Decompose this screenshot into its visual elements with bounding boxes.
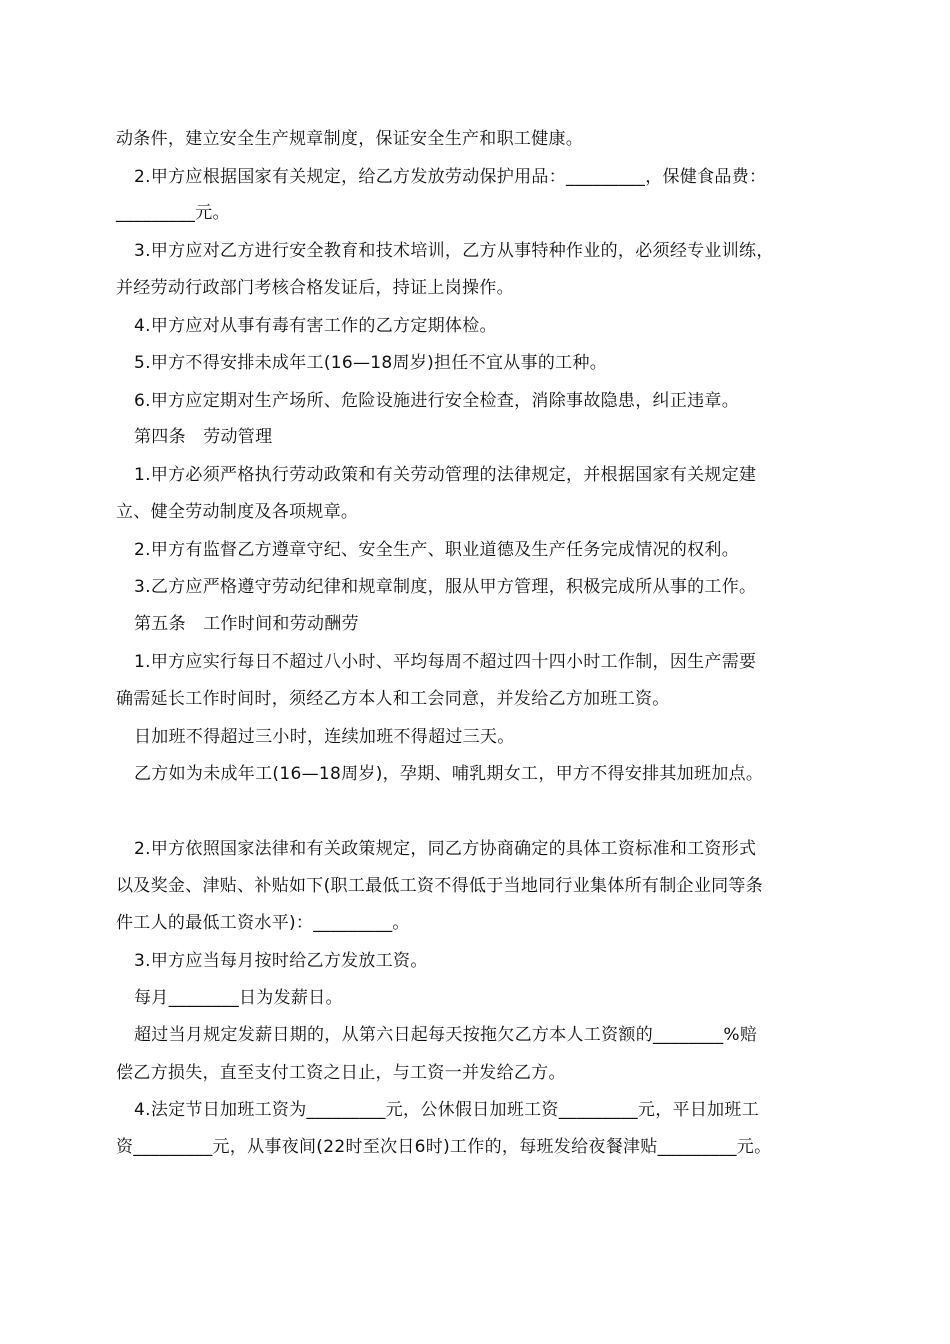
- paragraph-line: 2.甲方应根据国家有关规定，给乙方发放劳动保护用品：_________，保健食品费：: [134, 167, 767, 187]
- paragraph-line: 2.甲方有监督乙方遵章守纪、安全生产、职业道德及生产任务完成情况的权利。: [134, 540, 740, 560]
- paragraph-line: 6.甲方应定期对生产场所、危险设施进行安全检查，消除事故隐患，纠正违章。: [134, 391, 740, 411]
- section-heading: 第五条 工作时间和劳动酬劳: [134, 614, 359, 634]
- paragraph-line: 2.甲方依照国家法律和有关政策规定，同乙方协商确定的具体工资标准和工资形式: [134, 839, 757, 859]
- paragraph-line: _________元。: [116, 203, 230, 223]
- paragraph-line: 超过当月规定发薪日期的，从第六日起每天按拖欠乙方本人工资额的________%赔: [134, 1025, 758, 1045]
- paragraph-line: 件工人的最低工资水平)：_________。: [116, 913, 410, 933]
- paragraph-line: 1.甲方必须严格执行劳动政策和有关劳动管理的法律规定，并根据国家有关规定建: [134, 465, 757, 485]
- paragraph-line: 1.甲方应实行每日不超过八小时、平均每周不超过四十四小时工作制，因生产需要: [134, 652, 757, 672]
- paragraph-line: 3.甲方应当每月按时给乙方发放工资。: [134, 951, 428, 971]
- paragraph-line: 确需延长工作时间时，须经乙方本人和工会同意，并发给乙方加班工资。: [116, 689, 670, 709]
- paragraph-line: 3.甲方应对乙方进行安全教育和技术培训，乙方从事特种作业的，必须经专业训练，: [134, 241, 774, 261]
- paragraph-line: 每月________日为发薪日。: [134, 988, 343, 1008]
- paragraph-line: 4.法定节日加班工资为_________元，公休假日加班工资_________元，平日加班工: [134, 1100, 760, 1120]
- paragraph-line: 4.甲方应对从事有毒有害工作的乙方定期体检。: [134, 316, 497, 336]
- paragraph-line: 日加班不得超过三小时，连续加班不得超过三天。: [134, 727, 515, 747]
- paragraph-line: 资_________元，从事夜间(22时至次日6时)工作的，每班发给夜餐津贴_________元。: [116, 1137, 772, 1157]
- paragraph-line: 并经劳动行政部门考核合格发证后，持证上岗操作。: [116, 278, 514, 298]
- paragraph-line: 动条件，建立安全生产规章制度，保证安全生产和职工健康。: [116, 129, 584, 149]
- paragraph-line: 乙方如为未成年工(16—18周岁)，孕期、哺乳期女工，甲方不得安排其加班加点。: [134, 764, 764, 784]
- paragraph-line: 5.甲方不得安排未成年工(16—18周岁)担任不宜从事的工种。: [134, 353, 608, 373]
- paragraph-line: 3.乙方应严格遵守劳动纪律和规章制度，服从甲方管理，积极完成所从事的工作。: [134, 577, 757, 597]
- section-heading: 第四条 劳动管理: [134, 427, 273, 447]
- paragraph-line: 立、健全劳动制度及各项规章。: [116, 502, 359, 522]
- paragraph-line: 以及奖金、津贴、补贴如下(职工最低工资不得低于当地同行业集体所有制企业同等条: [116, 876, 764, 896]
- paragraph-line: 偿乙方损失，直至支付工资之日止，与工资一并发给乙方。: [116, 1063, 566, 1083]
